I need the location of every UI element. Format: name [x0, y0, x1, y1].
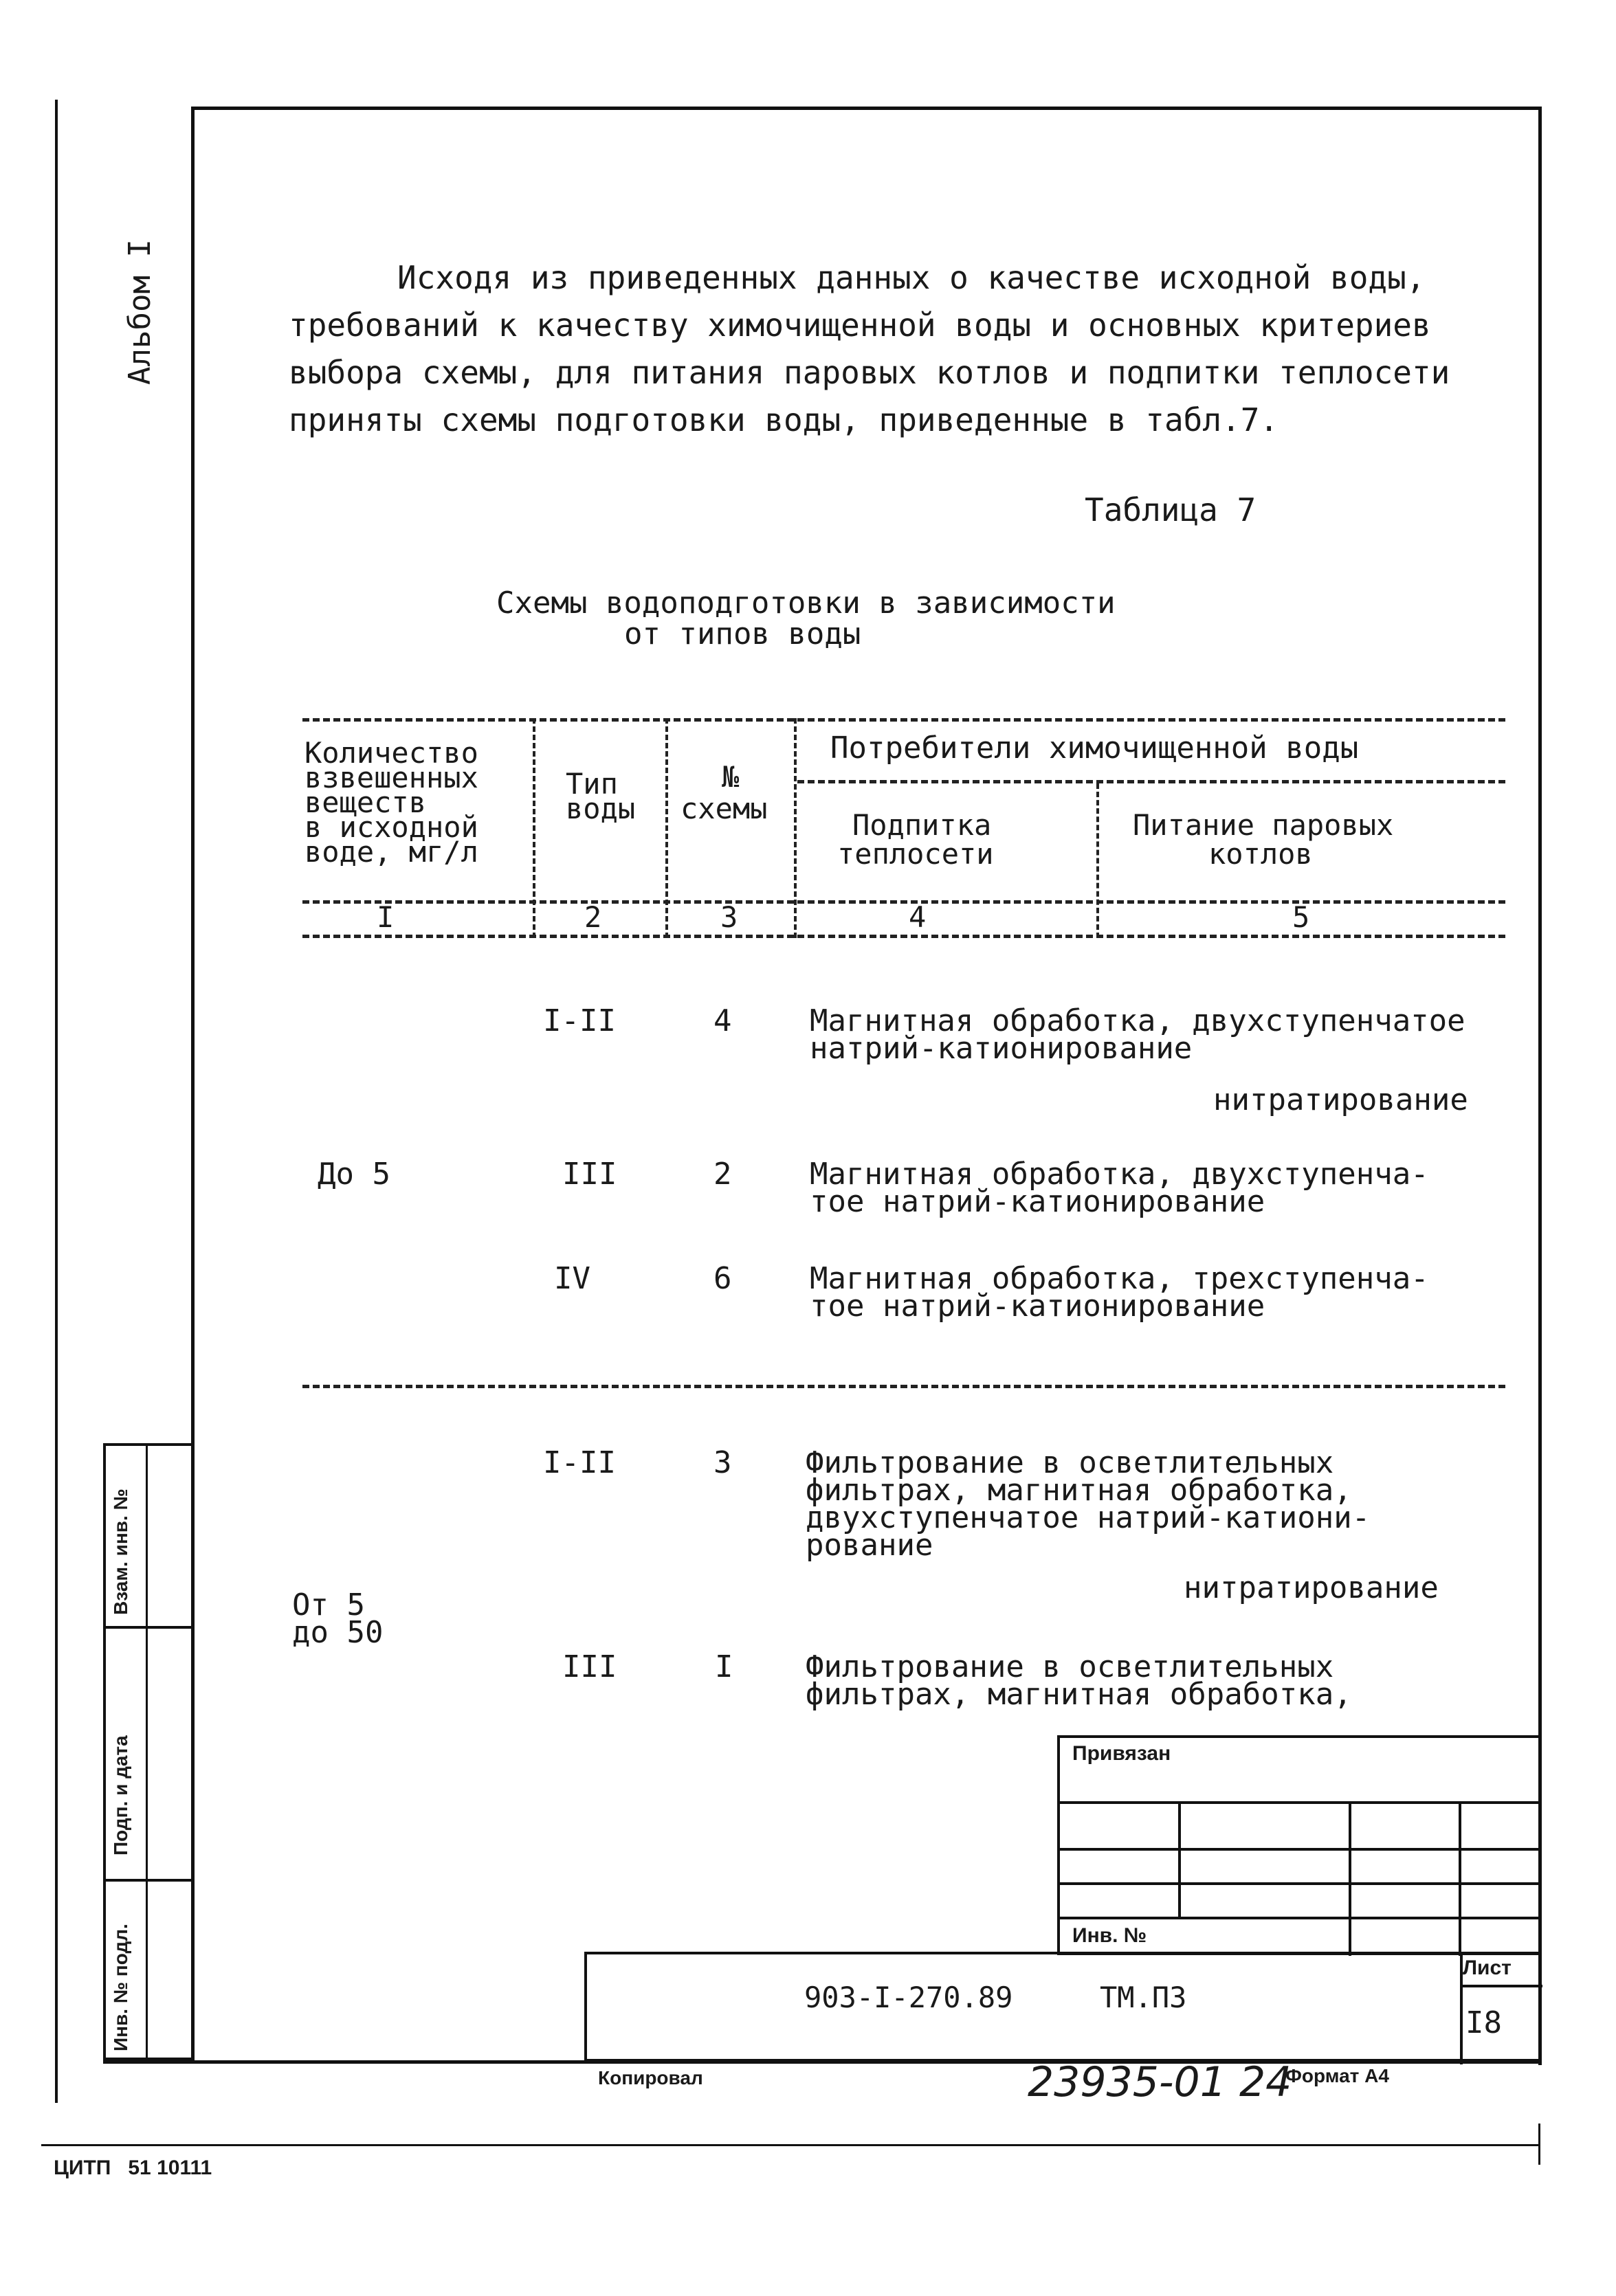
bottom-right-tick [1538, 2124, 1540, 2165]
column-number-3: 3 [720, 900, 738, 934]
row5-type: III [562, 1649, 617, 1684]
header-bottom-rule [302, 935, 1505, 938]
row4-type: I-II [543, 1445, 616, 1480]
row1-scheme: 4 [713, 1003, 732, 1038]
header-col4-line1: Подпитка [852, 808, 992, 842]
header-col3-line2: схемы [680, 792, 768, 825]
stamp-label-inv: Инв. № подл. [110, 1924, 131, 2051]
row4-extra: нитратирование [1184, 1570, 1439, 1605]
header-col2-line1: Тип [566, 767, 618, 801]
approved-label: Привязан [1072, 1742, 1171, 1765]
row4-text-1: Фильтрование в осветлительных [806, 1445, 1334, 1480]
header-col-divider-3 [794, 718, 797, 938]
inv-label: Инв. № [1072, 1924, 1147, 1947]
row2-text-2: тое натрий-катионирование [810, 1184, 1265, 1219]
frame-top-border [191, 107, 1542, 110]
column-number-5: 5 [1292, 900, 1310, 934]
header-col1-line4: в исходной [305, 810, 478, 844]
row4-text-2: фильтрах, магнитная обработка, [806, 1473, 1352, 1508]
column-number-2: 2 [584, 900, 602, 934]
sheet-label: Лист [1463, 1957, 1512, 1979]
header-col-divider-4 [1096, 783, 1099, 938]
header-col3-line1: № [722, 760, 740, 794]
print-code: ЦИТП 51 10111 [54, 2156, 212, 2179]
row1-extra: нитратирование [1213, 1082, 1468, 1117]
column-number-1: I [377, 900, 395, 934]
frame-right-border [1538, 107, 1542, 2065]
intro-line-4: приняты схемы подготовки воды, приведенные в табл.7. [289, 401, 1279, 438]
row3-text-2: тое натрий-катионирование [810, 1289, 1265, 1324]
row1-text-2: натрий-катионирование [810, 1031, 1193, 1066]
main-stamp [584, 1952, 1540, 2062]
outer-left-border [55, 100, 58, 2103]
header-group: Потребители химочищенной воды [830, 731, 1359, 766]
header-col1-line3: веществ [305, 785, 427, 819]
table-number: Таблица 7 [1085, 491, 1257, 528]
album-label: Альбом I [122, 239, 157, 385]
row4-text-4: рование [806, 1528, 933, 1563]
group1-amount: До 5 [318, 1157, 390, 1192]
group2-amount-2: до 50 [292, 1615, 384, 1650]
row2-scheme: 2 [713, 1157, 732, 1192]
row4-scheme: 3 [713, 1445, 732, 1480]
sheet-number: I8 [1465, 2005, 1502, 2040]
row3-scheme: 6 [713, 1261, 732, 1296]
column-number-4: 4 [909, 900, 927, 934]
frame-left-border [191, 108, 195, 2063]
header-col4-line2: теплосети [837, 837, 994, 871]
table-title-line-2: от типов воды [624, 616, 861, 651]
approval-block [1057, 1735, 1538, 1955]
group-separator [302, 1385, 1505, 1388]
table-title-line-1: Схемы водоподготовки в зависимости [496, 586, 1116, 621]
doc-code: 903-I-270.89 [804, 1981, 1013, 2014]
intro-line-2: требований к качеству химочищенной воды и основных критериев [289, 306, 1431, 344]
header-col5-line2: котлов [1208, 837, 1313, 871]
stamp-label-sign: Подп. и дата [110, 1735, 131, 1855]
order-number: 23935-01 24 [1028, 2058, 1292, 2106]
copied-label: Копировал [598, 2067, 703, 2088]
stamp-label-replace: Взам. инв. № [110, 1489, 131, 1615]
header-col1-line2: взвешенных [305, 761, 478, 794]
row5-text-2: фильтрах, магнитная обработка, [806, 1677, 1352, 1712]
header-col-divider-1 [533, 718, 535, 938]
row5-scheme: I [715, 1649, 733, 1684]
row1-text-1: Магнитная обработка, двухступенчатое [810, 1003, 1465, 1038]
header-col5-line1: Питание паровых [1133, 808, 1394, 842]
row5-text-1: Фильтрование в осветлительных [806, 1649, 1334, 1684]
row2-text-1: Магнитная обработка, двухступенча- [810, 1157, 1429, 1192]
header-col-divider-2 [665, 718, 668, 938]
row4-text-3: двухступенчатое натрий-катиони- [806, 1500, 1371, 1535]
row1-type: I-II [543, 1003, 616, 1038]
intro-line-3: выбора схемы, для питания паровых котлов и подпитки теплосети [289, 354, 1450, 391]
format-label: Формат А4 [1285, 2065, 1389, 2086]
header-col2-line2: воды [566, 792, 636, 825]
row3-type: IV [554, 1261, 590, 1296]
row2-type: III [562, 1157, 617, 1192]
row3-text-1: Магнитная обработка, трехступенча- [810, 1261, 1429, 1296]
header-top-rule [302, 718, 1505, 722]
intro-line-1: Исходя из приведенных данных о качестве исходной воды, [397, 259, 1426, 296]
header-col1-line1: Количество [305, 736, 478, 770]
header-mid-rule [302, 900, 1505, 904]
header-group-rule [797, 780, 1505, 783]
bottom-cut-line [41, 2144, 1540, 2146]
group2-amount-1: От 5 [292, 1587, 365, 1623]
doc-type: ТМ.ПЗ [1100, 1981, 1187, 2014]
header-col1-line5: воде, мг/л [305, 835, 478, 869]
